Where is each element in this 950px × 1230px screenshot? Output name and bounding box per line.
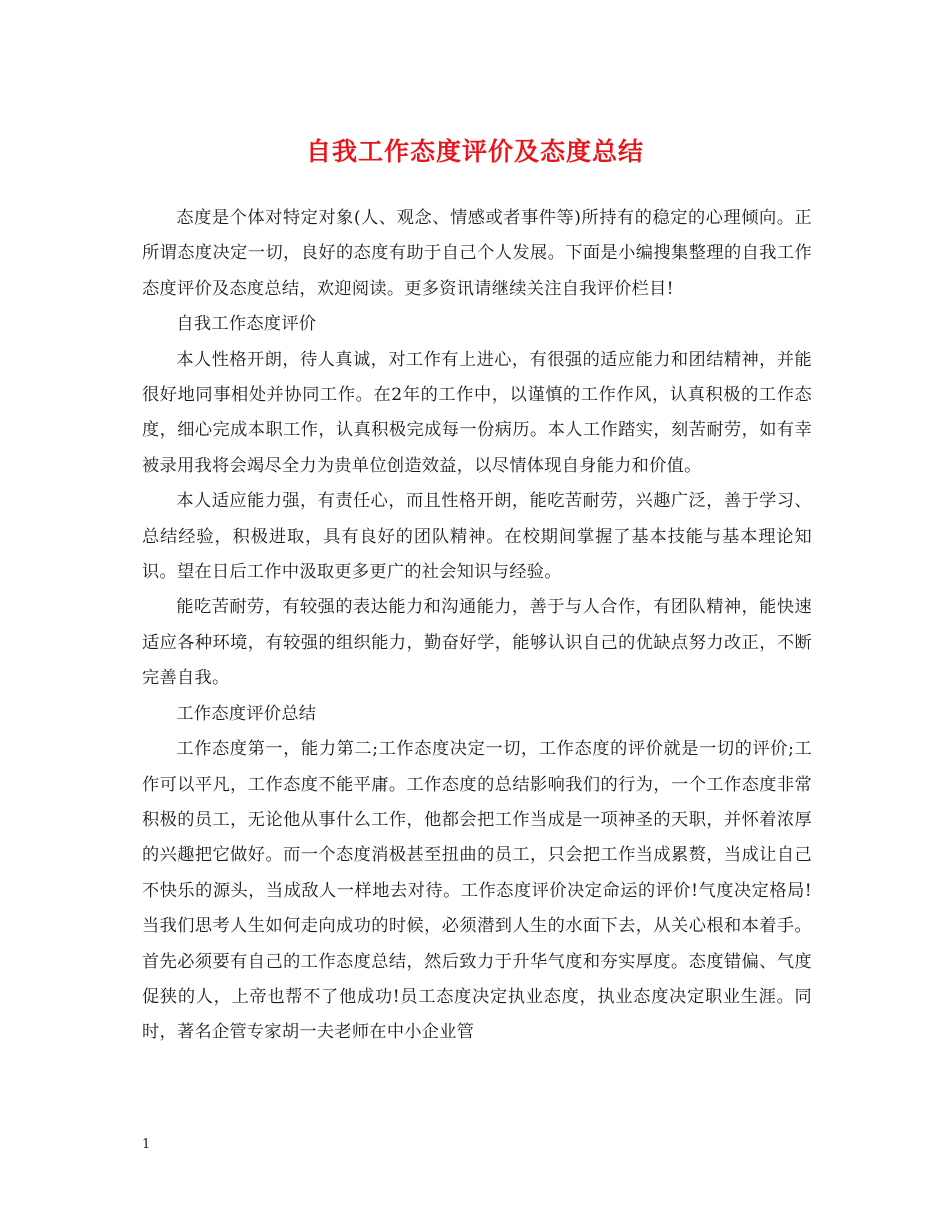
body-paragraph: 本人性格开朗，待人真诚，对工作有上进心，有很强的适应能力和团结精神，并能很好地同事相处并协同工作。在2年的工作中，以谨慎的工作作风，认真积极的工作态度，细心完成本职工作，认真积极完成每一份病历。本人工作踏实，刻苦耐劳，如有幸被录用我将会竭尽全力为贵单位创造效益，以尽情体现自身能力和价值。	[142, 349, 812, 476]
document-body	[142, 201, 812, 1051]
body-paragraph: 能吃苦耐劳，有较强的表达能力和沟通能力，善于与人合作，有团队精神，能快速适应各种环境，有较强的组织能力，勤奋好学，能够认识自己的优缺点努力改正，不断完善自我。	[142, 597, 812, 689]
body-paragraph: 工作态度第一，能力第二;工作态度决定一切，工作态度的评价就是一切的评价;工作可以平凡，工作态度不能平庸。工作态度的总结影响我们的行为，一个工作态度非常积极的员工，无论他从事什么工作，他都会把工作当成是一项神圣的天职，并怀着浓厚的兴趣把它做好。而一个态度消极甚至扭曲的员工，只会把工作当成累赘，当成让自己不快乐的源头，当成敌人一样地去对待。工作态度评价决定命运的评价!气度决定格局!当我们思考人生如何走向成功的时候，必须潜到人生的水面下去，从关心根和本着手。首先必须要有自己的工作态度总结，然后致力于升华气度和夯实厚度。态度错偏、气度促狭的人，上帝也帮不了他成功!员工态度决定执业态度，执业态度决定职业生涯。同时，著名企管专家胡一夫老师在中小企业管	[142, 739, 812, 1043]
section-heading-self-evaluation: 自我工作态度评价	[176, 314, 317, 335]
document-title: 自我工作态度评价及态度总结	[305, 137, 644, 166]
section-heading-summary: 工作态度评价总结	[176, 703, 317, 724]
page-number: 1	[142, 1137, 151, 1152]
body-paragraph: 本人适应能力强，有责任心，而且性格开朗，能吃苦耐劳，兴趣广泛，善于学习、总结经验，积极进取，具有良好的团队精神。在校期间掌握了基本技能与基本理论知识。望在日后工作中汲取更多更广的社会知识与经验。	[142, 491, 812, 583]
intro-paragraph: 态度是个体对特定对象(人、观念、情感或者事件等)所持有的稳定的心理倾向。正所谓态度决定一切，良好的态度有助于自己个人发展。下面是小编搜集整理的自我工作态度评价及态度总结，欢迎阅读。更多资讯请继续关注自我评价栏目!	[142, 208, 812, 299]
